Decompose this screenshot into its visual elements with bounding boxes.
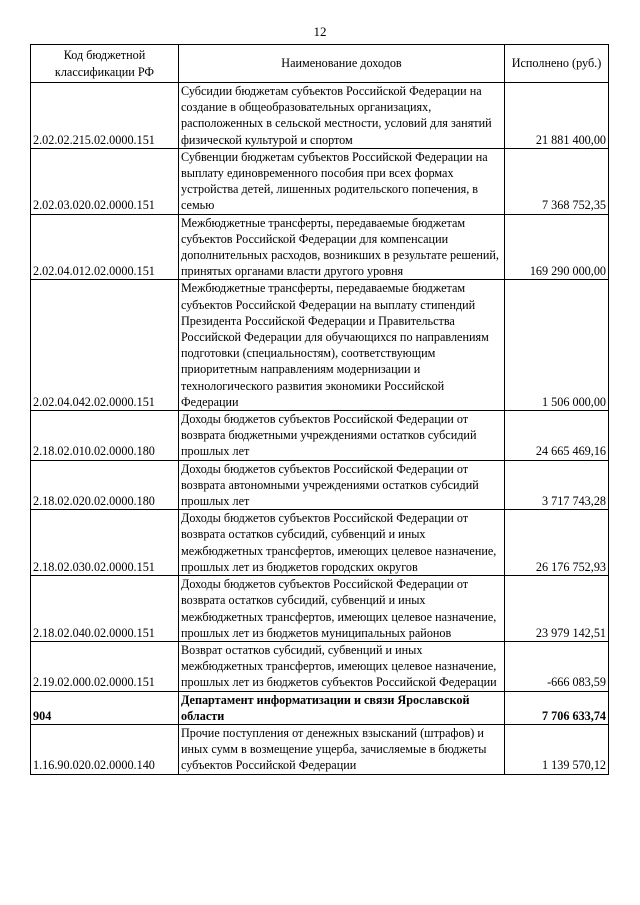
table-row <box>31 510 609 576</box>
code-cell: 1.16.90.020.02.0000.140 <box>31 724 179 774</box>
name-cell: Межбюджетные трансферты, передаваемые бюджетам субъектов Российской Федерации на выплату стипендий Президента Российской Федерации и Правительства Российской Федерации для обучающихся по направлениям подготовки (специальностям), соответствующим приоритетным направлениям модернизации и технологического развития экономики Российской Федерации <box>179 280 505 411</box>
table-row <box>31 724 609 774</box>
amount-cell: 26 176 752,93 <box>505 510 609 576</box>
table-row <box>31 691 609 724</box>
table-row <box>31 576 609 642</box>
amount-cell: 1 506 000,00 <box>505 280 609 411</box>
code-cell: 2.18.02.040.02.0000.151 <box>31 576 179 642</box>
table-row <box>31 214 609 280</box>
name-cell: Доходы бюджетов субъектов Российской Федерации от возврата остатков субсидий, субвенций и иных межбюджетных трансфертов, имеющих целевое назначение, прошлых лет из бюджетов муниципальных районов <box>179 576 505 642</box>
table-row <box>31 148 609 214</box>
code-cell: 2.18.02.010.02.0000.180 <box>31 411 179 461</box>
amount-cell: 24 665 469,16 <box>505 411 609 461</box>
amount-cell: 1 139 570,12 <box>505 724 609 774</box>
name-cell: Доходы бюджетов субъектов Российской Федерации от возврата автономными учреждениями остатков субсидий прошлых лет <box>179 460 505 510</box>
amount-cell: 169 290 000,00 <box>505 214 609 280</box>
code-cell: 2.02.04.012.02.0000.151 <box>31 214 179 280</box>
amount-cell: 7 368 752,35 <box>505 148 609 214</box>
table-row <box>31 641 609 691</box>
amount-cell: 7 706 633,74 <box>505 691 609 724</box>
header-amount: Исполнено (руб.) <box>505 45 609 83</box>
page-number: 12 <box>313 24 327 39</box>
name-cell: Субсидии бюджетам субъектов Российской Федерации на создание в общеобразовательных организациях, расположенных в сельской местности, условий для занятий физической культурой и спортом <box>179 83 505 149</box>
name-cell: Доходы бюджетов субъектов Российской Федерации от возврата остатков субсидий, субвенций и иных межбюджетных трансфертов, имеющих целевое назначение, прошлых лет из бюджетов городских округов <box>179 510 505 576</box>
table-row <box>31 83 609 149</box>
name-cell: Субвенции бюджетам субъектов Российской Федерации на выплату единовременного пособия при всех формах устройства детей, лишенных родительского попечения, в семью <box>179 148 505 214</box>
name-cell: Возврат остатков субсидий, субвенций и иных межбюджетных трансфертов, имеющих целевое назначение, прошлых лет из бюджетов субъектов Российской Федерации <box>179 641 505 691</box>
revenue-table <box>30 44 609 775</box>
name-cell: Межбюджетные трансферты, передаваемые бюджетам субъектов Российской Федерации для компенсации дополнительных расходов, возникших в результате решений, принятых органами власти другого уровня <box>179 214 505 280</box>
code-cell: 904 <box>31 691 179 724</box>
code-cell: 2.02.03.020.02.0000.151 <box>31 148 179 214</box>
code-cell: 2.18.02.030.02.0000.151 <box>31 510 179 576</box>
name-cell: Департамент информатизации и связи Ярославской области <box>179 691 505 724</box>
name-cell: Прочие поступления от денежных взысканий (штрафов) и иных сумм в возмещение ущерба, зачисляемые в бюджеты субъектов Российской Федерации <box>179 724 505 774</box>
header-code: Код бюджетной классификации РФ <box>31 45 179 83</box>
table-row <box>31 411 609 461</box>
table-row <box>31 280 609 411</box>
amount-cell: 21 881 400,00 <box>505 83 609 149</box>
header-name: Наименование доходов <box>179 45 505 83</box>
name-cell: Доходы бюджетов субъектов Российской Федерации от возврата бюджетными учреждениями остатков субсидий прошлых лет <box>179 411 505 461</box>
table-row <box>31 460 609 510</box>
amount-cell: -666 083,59 <box>505 641 609 691</box>
amount-cell: 23 979 142,51 <box>505 576 609 642</box>
code-cell: 2.02.04.042.02.0000.151 <box>31 280 179 411</box>
code-cell: 2.19.02.000.02.0000.151 <box>31 641 179 691</box>
code-cell: 2.18.02.020.02.0000.180 <box>31 460 179 510</box>
amount-cell: 3 717 743,28 <box>505 460 609 510</box>
code-cell: 2.02.02.215.02.0000.151 <box>31 83 179 149</box>
table-header-row <box>31 45 609 83</box>
